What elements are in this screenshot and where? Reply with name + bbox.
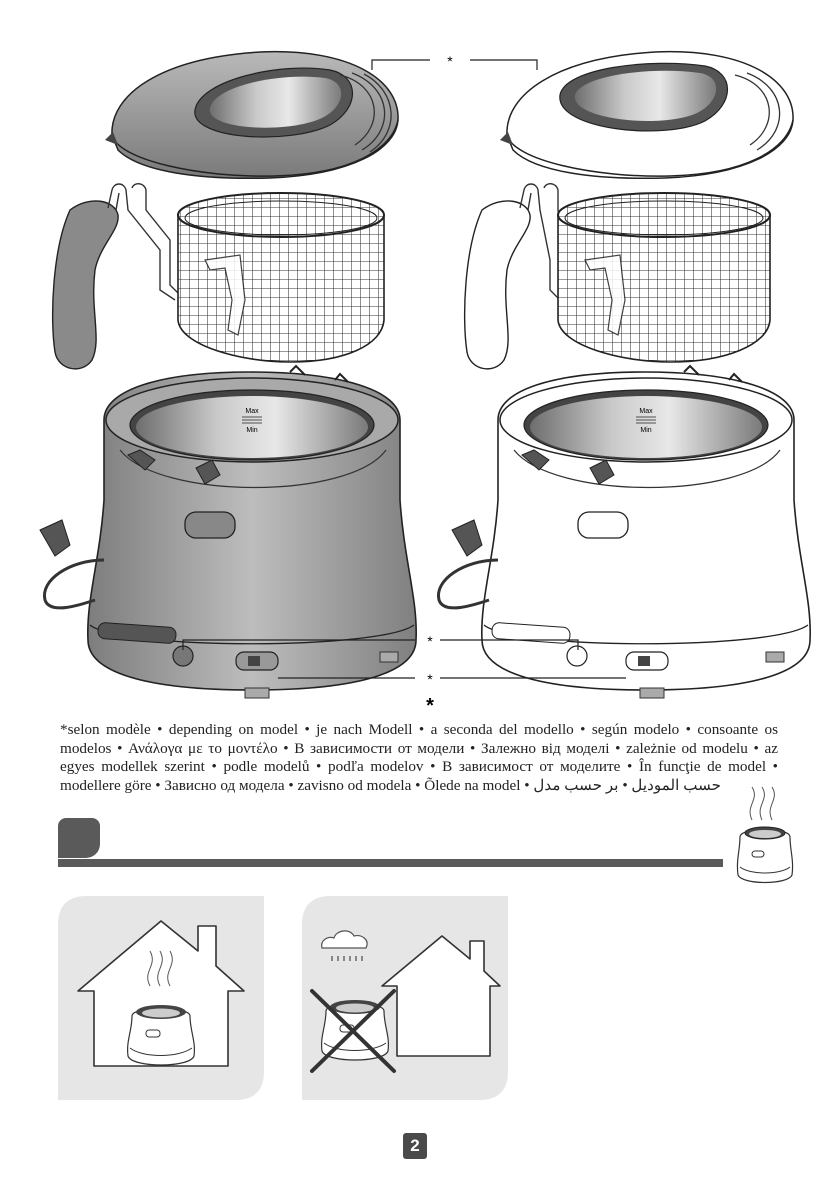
lid-white — [500, 52, 793, 179]
lid-grey — [105, 52, 398, 179]
asterisk-bottom: * — [426, 695, 434, 717]
basket-handle-grey — [53, 184, 180, 369]
fryer-body-grey — [40, 366, 416, 698]
min-mark-right: Min — [640, 427, 652, 434]
frying-basket-left — [178, 193, 384, 362]
panel-no-outdoor-use — [302, 896, 508, 1100]
basket-handle-white — [465, 184, 568, 369]
asterisk-mid: * — [427, 633, 433, 649]
page-number: 2 — [403, 1133, 427, 1159]
panel-indoor-use — [58, 896, 264, 1100]
fryer-body-white — [438, 366, 810, 698]
model-note: *selon modèle • depending on model • je nach Modell • a seconda del modello • según modelo • consoante os modelos • Ανάλογα με το μοντέλο • В зависимости от модели • Залежно від моделі • zależnie od modelu • az egyes modellek szerint • podle modelů • podľa modelov • В зависимост от моделите • În funcţie de model • modellere göre • Зависно од модела • zavisno od modela • Õlede na model • حسب الموديل • بر حسب مدل — [60, 721, 778, 794]
section-tab — [58, 818, 100, 858]
max-mark-right: Max — [639, 408, 653, 415]
max-mark-left: Max — [245, 408, 259, 415]
asterisk-top: * — [447, 53, 453, 69]
min-mark-left: Min — [246, 427, 258, 434]
steam-icon — [750, 787, 774, 820]
frying-basket-right — [558, 193, 770, 362]
asterisk-lower: * — [427, 671, 433, 687]
section-bar — [58, 859, 723, 867]
mini-fryer-illustration — [730, 785, 800, 890]
